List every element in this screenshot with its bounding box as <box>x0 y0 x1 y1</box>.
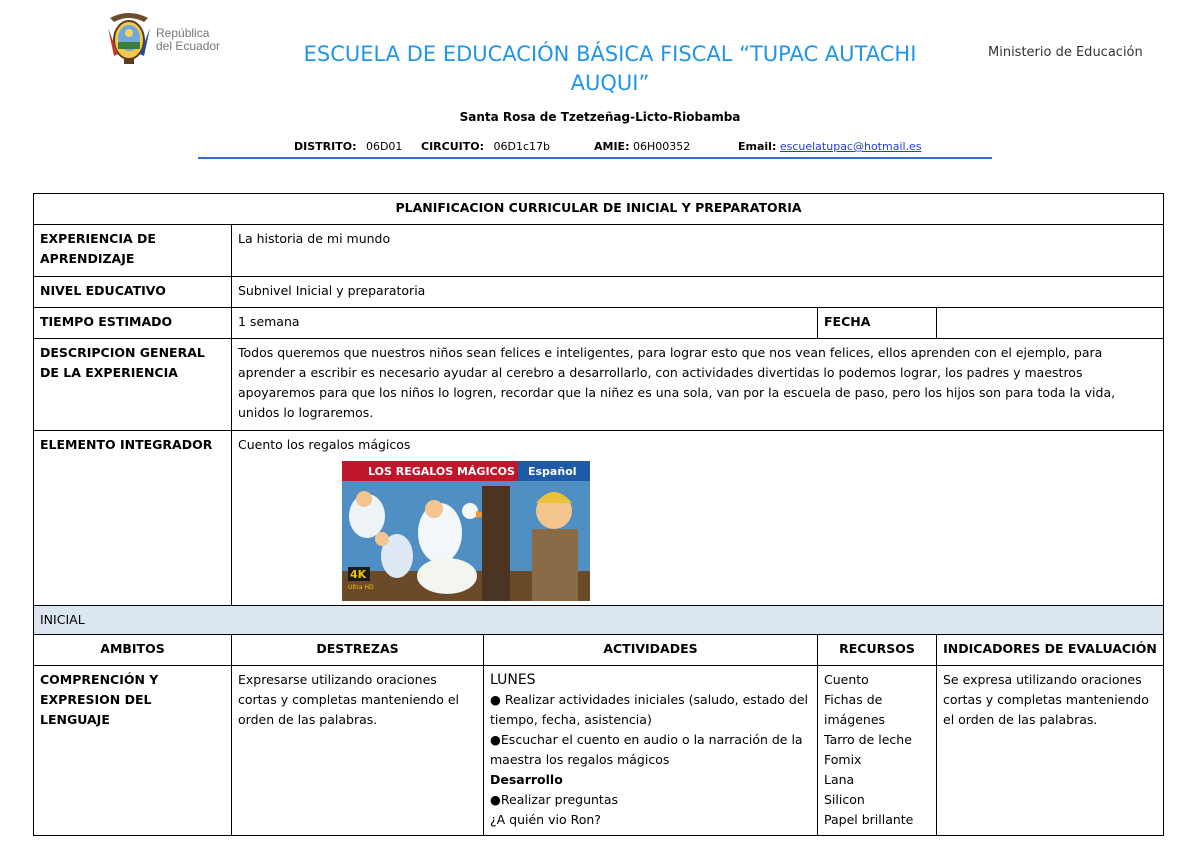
col-header-indicadores: INDICADORES DE EVALUACIÓN <box>937 635 1164 666</box>
nivel-value: Subnivel Inicial y preparatoria <box>232 277 1164 308</box>
logo-text-line2: del Ecuador <box>156 39 221 53</box>
descripcion-label: DESCRIPCION GENERAL DE LA EXPERIENCIA <box>34 339 232 431</box>
fecha-value <box>937 308 1164 339</box>
circuito-info <box>421 140 550 153</box>
col-header-actividades: ACTIVIDADES <box>484 635 818 666</box>
actividades-cell <box>484 666 818 836</box>
school-title-line1: ESCUELA DE EDUCACIÓN BÁSICA FISCAL “TUPAC AUTACHI <box>303 42 917 66</box>
recurso-item: Tarro de leche <box>824 732 912 747</box>
circuito-label: CIRCUITO: <box>421 140 484 153</box>
activity-item: ●Escuchar el cuento en audio o la narración de la maestra los regalos mágicos <box>490 732 803 767</box>
activity-item: ●Realizar preguntas <box>490 792 619 807</box>
table-title: PLANIFICACION CURRICULAR DE INICIAL Y PREPARATORIA <box>34 194 1164 225</box>
recurso-item: Fomix <box>824 752 862 767</box>
elemento-value: Cuento los regalos mágicos <box>238 437 411 452</box>
indicador-cell: Se expresa utilizando oraciones cortas y completas manteniendo el orden de las palabras. <box>937 666 1164 836</box>
amie-value: 06H00352 <box>632 140 691 153</box>
distrito-label: DISTRITO: <box>294 140 357 153</box>
col-header-ambitos: AMBITOS <box>34 635 232 666</box>
elemento-cell <box>232 431 1164 606</box>
badge-4k-text: 4K <box>350 568 367 581</box>
republic-logo-text <box>156 27 220 53</box>
col-header-recursos: RECURSOS <box>818 635 937 666</box>
fecha-label: FECHA <box>818 308 937 339</box>
descripcion-value: Todos queremos que nuestros niños sean felices e inteligentes, para lograr esto que nos vean felices, ellos aprenden con el ejemplo, para aprender a escribir es necesario ayudar al cerebro a desarrollarlo, con actividades divertidas lo podemos lograr, los padres y maestros apoyaremos para que los niños lo logren, recordar que la niñez es una sola, van por la escuela de paso, pero los hijos son para toda la vida, unidos lo lograremos. <box>232 339 1164 431</box>
recurso-item: Fichas de imágenes <box>824 692 886 727</box>
inicial-section-label: INICIAL <box>34 606 1164 635</box>
amie-label: AMIE: <box>594 140 630 153</box>
ministry-name: Ministerio de Educación <box>988 45 1143 60</box>
activity-item: ● Realizar actividades iniciales (saludo, estado del tiempo, fecha, asistencia) <box>490 692 809 727</box>
elemento-label: ELEMENTO INTEGRADOR <box>34 431 232 606</box>
header-divider <box>198 157 992 159</box>
distrito-value: 06D01 <box>365 140 403 153</box>
recursos-cell <box>818 666 937 836</box>
col-header-destrezas: DESTREZAS <box>232 635 484 666</box>
distrito-info <box>294 140 402 153</box>
school-title <box>260 40 960 98</box>
school-location: Santa Rosa de Tzetzeñag-Licto-Riobamba <box>459 110 741 124</box>
tiempo-value: 1 semana <box>232 308 818 339</box>
desarrollo-label: Desarrollo <box>490 772 563 787</box>
badge-ultrahd-text: Ultra HD <box>348 584 374 591</box>
amie-info <box>594 140 690 153</box>
experiencia-label: EXPERIENCIA DE APRENDIZAJE <box>34 225 232 277</box>
logo-text-line1: República <box>156 26 210 40</box>
cover-title-text: LOS REGALOS MÁGICOS <box>368 465 515 478</box>
email-link[interactable]: escuelatupac@hotmail.es <box>779 140 922 153</box>
ambito-cell: COMPRENCIÓN Y EXPRESION DEL LENGUAJE <box>34 666 232 836</box>
recurso-item: Silicon <box>824 792 865 807</box>
recurso-item: Cuento <box>824 672 869 687</box>
destreza-cell: Expresarse utilizando oraciones cortas y completas manteniendo el orden de las palabras. <box>232 666 484 836</box>
nivel-label: NIVEL EDUCATIVO <box>34 277 232 308</box>
email-info <box>738 140 922 153</box>
planning-table <box>33 193 1164 836</box>
ecuador-coat-of-arms-logo <box>104 8 154 66</box>
recurso-item: Lana <box>824 772 855 787</box>
circuito-value: 06D1c17b <box>493 140 550 153</box>
experiencia-value: La historia de mi mundo <box>232 225 1164 277</box>
cover-language-text: Español <box>528 465 577 478</box>
day-label: LUNES <box>490 672 536 688</box>
email-label: Email: <box>738 140 777 153</box>
school-title-line2: AUQUI” <box>570 71 650 95</box>
story-cover-image <box>342 461 590 601</box>
tiempo-label: TIEMPO ESTIMADO <box>34 308 232 339</box>
recurso-item: Papel brillante <box>824 812 914 827</box>
activity-item: ¿A quién vio Ron? <box>490 812 601 827</box>
